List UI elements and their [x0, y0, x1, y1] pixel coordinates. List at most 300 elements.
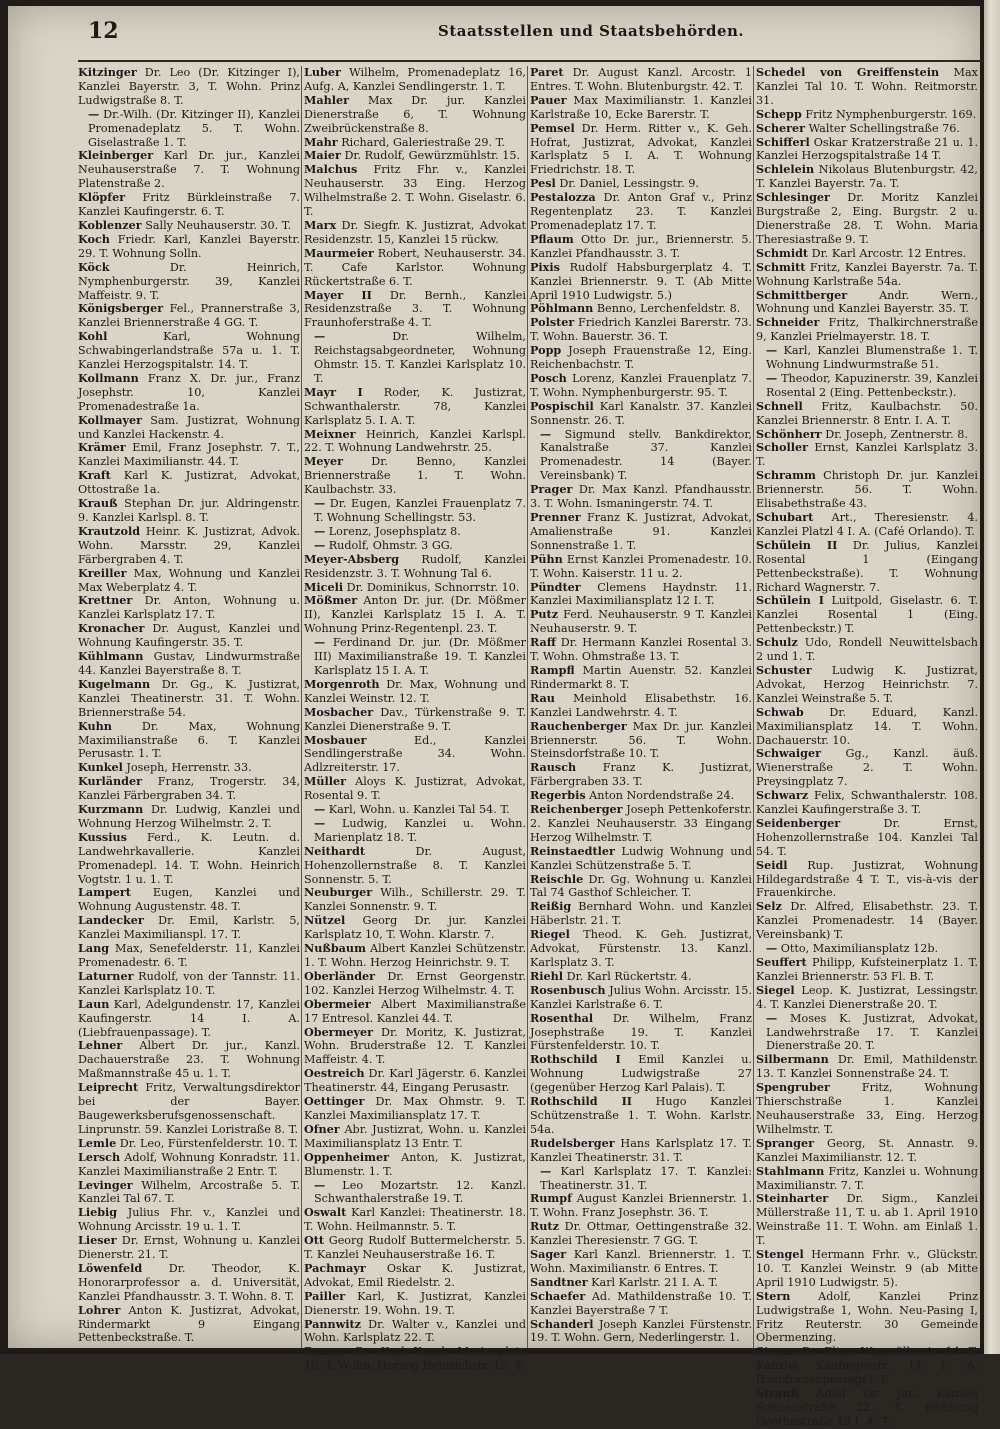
entry-name: Neuburger — [304, 885, 373, 900]
directory-entry — [78, 650, 300, 678]
entry-name: — — [540, 426, 552, 441]
directory-entry — [756, 900, 978, 942]
entry-details: Sally Neuhauserstr. 30. T. — [141, 218, 292, 232]
entry-name: Reinstaedtler — [530, 843, 615, 858]
entry-name: Stengel — [756, 1247, 804, 1262]
directory-entry — [530, 845, 752, 873]
directory-entry — [304, 553, 526, 581]
directory-entry — [530, 122, 752, 178]
entry-details: Martin Auenstr. 52. Kanzlei Rindermarkt 8. T. — [530, 663, 752, 691]
entry-details: Bernhard Wohn. und Kanzlei Häberlstr. 21. T. — [530, 900, 752, 928]
entry-details: Dr. Sigm., Kanzlei Müllerstraße 11, T. u. ab 1. April 1910 Weinstraße 11. T. Wohn. am Einlaß 1. T. — [756, 1192, 978, 1248]
entry-details: Roder, K. Justizrat, Schwanthalerstr. 78, Kanzlei Karlsplatz 5. I. A. T. — [304, 385, 526, 427]
entry-details: Dr. Gg., K. Justizrat, Kanzlei Theatinerstr. 31. T. Wohn. Briennerstraße 54. — [78, 677, 300, 719]
directory-entry — [304, 136, 526, 150]
directory-entry — [304, 1067, 526, 1095]
entry-details: Abr. Justizrat, Wohn. u. Kanzlei Maximiliansplatz 13 Entr. T. — [304, 1122, 526, 1150]
entry-details: Julius Wohn. Arcisstr. 15. Kanzlei Karlstraße 6. T. — [530, 983, 752, 1011]
directory-entry — [530, 581, 752, 609]
entry-details: Dr. Ernst Georgenstr. 102. Kanzlei Herzog Wilhelmstr. 4. T. — [304, 969, 526, 997]
entry-details: Dr. Herm. Ritter v., K. Geh. Hofrat, Justizrat, Advokat, Kanzlei Karlsplatz 5 I. A. T. Wohnung Friedrichstr. 18. T. — [530, 121, 752, 177]
directory-entry — [304, 219, 526, 247]
directory-entry — [530, 761, 752, 789]
entry-details: Lorenz, Kanzlei Frauenplatz 7. T. Wohn. Nymphenburgerstr. 95. T. — [530, 371, 752, 399]
entry-name: Rothschild II — [530, 1094, 633, 1109]
entry-details: Lorenz, Josephsplatz 8. — [325, 524, 461, 538]
directory-entry — [530, 1137, 752, 1165]
entry-name: Mayr I — [304, 384, 363, 399]
directory-entry — [78, 622, 300, 650]
entry-details: Dr. Max Ohmstr. 9. T. Kanzlei Maximiliansplatz 17. T. — [304, 1095, 526, 1122]
directory-entry — [756, 942, 978, 956]
entry-name: Mahr — [304, 134, 338, 149]
directory-entry — [78, 970, 300, 998]
directory-entry — [78, 108, 300, 150]
entry-details: Dr.-Wilh. (Dr. Kitzinger II), Kanzlei Promenadeplatz 5. T. Wohn. Giselastraße 1. T. — [88, 107, 300, 149]
entry-details: Dr. Anton Graf v., Prinz Regentenplatz 23. T. Kanzlei Promenadeplatz 17. T. — [530, 191, 752, 232]
directory-entry — [304, 1290, 526, 1318]
entry-name: Prager — [530, 482, 573, 497]
entry-name: Rothschild I — [530, 1052, 621, 1067]
directory-entry — [78, 1151, 300, 1179]
entry-details: Andr. Wern., Wohnung und Kanzlei Bayerstr. 35. T. — [756, 288, 978, 316]
directory-entry — [78, 1137, 300, 1151]
directory-entry — [756, 191, 978, 247]
entry-name: Rosenbusch — [530, 982, 606, 997]
directory-entry — [304, 970, 526, 998]
entry-name: Kollmann — [78, 370, 139, 385]
directory-entry — [530, 344, 752, 372]
entry-details: Max Kanzlei Tal 10. T. Wohn. Reitmorstr. 31. — [756, 66, 978, 107]
entry-name: Spranger — [756, 1135, 815, 1150]
entry-name: Prenner — [530, 510, 581, 524]
entry-details: Eugen, Kanzlei und Wohnung Augustenstr. 48. T. — [78, 886, 300, 914]
entry-details: Anton, K. Justizrat, Blumenstr. 1. T. — [304, 1150, 526, 1178]
directory-entry — [530, 1318, 752, 1346]
directory-entry — [530, 928, 752, 970]
entry-details: Franz X. Dr. jur., Franz Josephstr. 10, Kanzlei Promenadestraße 1a. — [78, 371, 300, 413]
entry-details: August Kanzlei Briennerstr. 1. T. Wohn. Franz Josephstr. 36. T. — [530, 1192, 752, 1220]
directory-entry — [78, 469, 300, 497]
directory-entry — [530, 1276, 752, 1290]
entry-details: Fel., Prannerstraße 3, Kanzlei Briennerstraße 4 GG. T. — [78, 302, 300, 330]
directory-entry — [304, 1234, 526, 1262]
entry-details: Otto Dr. jur., Briennerstr. 5. Kanzlei Pfandhausstr. 3. T. — [530, 232, 752, 260]
entry-name: — — [314, 329, 326, 344]
column-4 — [756, 65, 978, 1428]
directory-entry — [78, 1179, 300, 1207]
entry-name: Scholler — [756, 440, 808, 455]
directory-entry — [304, 594, 526, 636]
entry-name: Klöpfer — [78, 190, 126, 205]
entry-name: Schwarz — [756, 788, 809, 803]
directory-entry — [530, 1220, 752, 1248]
directory-entry — [304, 706, 526, 734]
directory-entry — [304, 581, 526, 595]
entry-details: Dr. Ludwig, Kanzlei und Wohnung Herzog Wilhelmstr. 2. T. — [78, 803, 300, 830]
entry-name: Lohrer — [78, 1302, 121, 1317]
directory-entry — [530, 789, 752, 803]
entry-details: Dr. Rudolf, Gewürzmühlstr. 15. — [340, 149, 521, 163]
entry-details: Heinr. K. Justizrat, Advok. Wohn. Marsstr. 29, Kanzlei Färbergraben 4. T. — [78, 524, 300, 566]
directory-entry — [530, 400, 752, 428]
entry-name: Schepp — [756, 106, 802, 121]
entry-details: Adolf Dr. jur., Kanzlei Sonnenstraße 22. T. Wohnung Goethestraße 43 I. A. T. — [756, 1387, 978, 1428]
directory-entry — [756, 1290, 978, 1346]
directory-entry — [304, 1095, 526, 1123]
entry-name: — — [766, 1010, 778, 1025]
entry-name: Oswalt — [304, 1205, 347, 1220]
directory-entry — [304, 1179, 526, 1207]
entry-details: Fritz Bürkleinstraße 7. Kanzlei Kaufingerstr. 6. T. — [78, 191, 300, 219]
entry-details: Rup. Justizrat, Wohnung Hildegardstraße 4 T. T., vis-à-vis der Frauenkirche. — [756, 858, 978, 900]
directory-entry — [756, 539, 978, 595]
entry-name: Pesl — [530, 176, 556, 191]
page-number: 12 — [88, 18, 119, 44]
entry-details: Moses K. Justizrat, Advokat, Landwehrstraße 17. T. Kanzlei Dienerstraße 20. T. — [766, 1011, 978, 1053]
entry-details: Max Dr. jur. Kanzlei Briennerstr. 56. T. Wohn. Steinsdorfstraße 10. T. — [530, 719, 752, 761]
directory-entry — [304, 998, 526, 1026]
directory-entry — [530, 1290, 752, 1318]
entry-details: Karl Kanalstr. 37. Kanzlei Sonnenstr. 26. T. — [530, 399, 752, 427]
entry-details: Dr. Moritz Kanzlei Burgstraße 2, Eing. Burgstr. 2 u. Dienerstraße 28. T. Wohn. Maria Theresiastraße 9. T. — [756, 191, 978, 246]
entry-name: Schuster — [756, 662, 812, 677]
entry-details: Dr. Karl Arcostr. 12 Entres. — [808, 246, 967, 260]
directory-entry — [756, 316, 978, 344]
directory-entry — [756, 789, 978, 817]
entry-name: Schulz — [756, 635, 798, 650]
entry-details: Dr. Joseph, Zentnerstr. 8. — [821, 427, 968, 441]
entry-name: Sandtner — [530, 1274, 588, 1289]
entry-name: Schmitt — [756, 259, 806, 274]
directory-entry — [78, 191, 300, 219]
entry-name: Liebig — [78, 1205, 118, 1220]
entry-details: Theod. K. Geh. Justizrat, Advokat, Fürstenstr. 13. Kanzl. Karlsplatz 3. T. — [530, 928, 752, 969]
entry-details: Dr. Theodor, K. Honorarprofessor a. d. Universität, Kanzlei Pfandhausstr. 3. T. Wohn. 8. T. — [78, 1261, 300, 1303]
entry-name: — — [88, 106, 100, 121]
directory-entry — [530, 191, 752, 233]
entry-name: Kreiller — [78, 565, 127, 580]
entry-name: Kohl — [78, 329, 108, 344]
entry-name: Miceli — [304, 579, 344, 594]
entry-details: Karl, K. Justizrat, Kanzlei Dienerstr. 19. Wohn. 19. T. — [304, 1289, 526, 1317]
entry-name: Oppenheimer — [304, 1149, 389, 1164]
entry-name: Reichenberger — [530, 802, 623, 817]
entry-details: Rudolf, von der Tannstr. 11. Kanzlei Karlsplatz 10. T. — [78, 969, 300, 997]
directory-columns — [78, 65, 983, 1428]
entry-details: Fritz, Kanzlei Bayerstr. 7a. T. Wohnung Karlstraße 54a. — [756, 260, 978, 288]
directory-entry — [530, 664, 752, 692]
entry-details: Karl Karlsplatz 17. T. Kanzlei: Theatinerstr. 31. T. — [540, 1164, 752, 1192]
directory-entry — [756, 1192, 978, 1248]
entry-details: Aloys K. Justizrat, Advokat, Rosental 9. T. — [304, 775, 526, 803]
directory-entry — [530, 94, 752, 122]
directory-entry — [78, 567, 300, 595]
entry-name: Kollmayer — [78, 412, 143, 427]
entry-name: Schramm — [756, 468, 816, 483]
entry-name: Strauß — [756, 1386, 800, 1401]
entry-details: Joseph, Herrenstr. 33. — [122, 761, 252, 775]
directory-entry — [530, 608, 752, 636]
entry-details: Dr. Karl Kanzl. Marienplatz 18. T. Wohn. Herzog Heinrichstr. 15. T. — [304, 1345, 526, 1373]
directory-entry — [304, 247, 526, 289]
entry-name: Schwaiger — [756, 746, 821, 761]
directory-entry — [756, 122, 978, 136]
entry-name: — — [766, 370, 778, 385]
directory-entry — [530, 483, 752, 511]
entry-details: Franz, Trogerstr. 34, Kanzlei Färbergraben 34. T. — [78, 775, 300, 803]
entry-details: Dr. August Kanzl. Arcostr. 1 Entres. T. Wohn. Blutenburgstr. 42. T. — [530, 66, 752, 93]
entry-details: Georg Dr. jur. Kanzlei Karlsplatz 10, T. Wohn. Klarstr. 7. — [304, 914, 526, 942]
entry-details: Dr. August, Kanzlei und Wohnung Kaufingerstr. 35. T. — [78, 622, 300, 650]
entry-details: Wilhelm, Promenadeplatz 16, Aufg. A, Kanzlei Sendlingerstr. 1. T. — [304, 66, 526, 93]
directory-entry — [756, 594, 978, 636]
entry-name: Riehl — [530, 968, 564, 983]
entry-name: Laturner — [78, 968, 134, 983]
entry-name: Paret — [530, 65, 564, 79]
entry-name: Rutz — [530, 1219, 559, 1234]
directory-entry — [78, 525, 300, 567]
entry-name: Krauß — [78, 496, 118, 511]
entry-details: Wilhelm, Arcostraße 5. T. Kanzlei Tal 67. T. — [78, 1178, 300, 1206]
directory-entry — [78, 441, 300, 469]
entry-name: Schlesinger — [756, 190, 830, 205]
entry-details: Joseph Pettenkoferstr. 2. Kanzlei Neuhauserstr. 33 Eingang Herzog Wilhelmstr. T. — [530, 803, 752, 844]
directory-entry — [756, 1387, 978, 1429]
entry-name: Scherer — [756, 120, 806, 135]
entry-name: Spengruber — [756, 1080, 830, 1095]
entry-name: — — [314, 815, 326, 830]
entry-name: Kühlmann — [78, 649, 144, 664]
entry-name: Sager — [530, 1247, 567, 1262]
entry-name: Steinharter — [756, 1191, 829, 1206]
entry-details: Karl Kanzlei: Theatinerstr. 18. T. Wohn. Heilmannstr. 5. T. — [304, 1206, 526, 1234]
entry-details: Hermann Frhr. v., Glückstr. 10. T. Kanzlei Weinstr. 9 (ab Mitte April 1910 Ludwigstr. 5). — [756, 1248, 978, 1289]
entry-details: Dr. Ernst, Wohnung u. Kanzlei Dienerstr. 21. T. — [78, 1234, 300, 1262]
directory-entry — [756, 441, 978, 469]
directory-entry — [78, 1081, 300, 1137]
entry-name: Reischle — [530, 871, 584, 886]
entry-details: Adolf, Kanzlei Prinz Ludwigstraße 1, Wohn. Neu-Pasing I, Fritz Reuterstr. 30 Gemeinde Obermenzing. — [756, 1289, 978, 1345]
entry-details: Fritz, Kaulbachstr. 50. Kanzlei Briennerstr. 8 Entr. I. A. T. — [756, 399, 978, 427]
entry-name: Pauer — [530, 92, 567, 107]
entry-details: Dr. Max Kanzl. Pfandhausstr. 3. T. Wohn. Ismaningerstr. 74. T. — [530, 483, 752, 511]
entry-details: Theodor, Kapuzinerstr. 39, Kanzlei Rosental 2 (Eing. Pettenbeckstr.). — [766, 371, 978, 399]
directory-entry — [530, 316, 752, 344]
entry-name: — — [314, 496, 326, 511]
entry-name: Mosbauer — [304, 732, 367, 747]
entry-name: Rausch — [530, 760, 577, 775]
entry-details: Fritz, Verwaltungsdirektor bei der Bayer. Baugewerksberufsgenossenschaft. Linprunstr. 59. Kanzlei Loristraße 8. T. — [78, 1081, 300, 1136]
entry-name: Stern — [756, 1288, 791, 1303]
entry-details: Friedr. Karl, Kanzlei Bayerstr. 29. T. Wohnung Solln. — [78, 232, 300, 260]
entry-name: Koch — [78, 231, 110, 246]
entry-details: Ludwig Wohnung und Kanzlei Schützenstraße 5. T. — [530, 844, 752, 872]
directory-entry — [304, 775, 526, 803]
entry-name: Pündter — [530, 579, 581, 594]
entry-details: Philipp, Kufsteinerplatz 1. T. Kanzlei Briennerstr. 53 Fl. B. T. — [756, 956, 978, 983]
directory-entry — [756, 261, 978, 289]
entry-details: Rudolf, Kanzlei Residenzstr. 3. T. Wohnung Tal 6. — [304, 552, 526, 580]
entry-name: Straus — [756, 1344, 797, 1359]
entry-name: Marx — [304, 217, 337, 232]
directory-entry — [304, 1206, 526, 1234]
directory-entry — [304, 1318, 526, 1346]
entry-name: Kitzinger — [78, 65, 137, 79]
entry-details: Karl, Adelgundenstr. 17, Kanzlei Kaufingerstr. 14 I. A. (Liebfrauenpassage). T. — [78, 997, 300, 1039]
entry-name: — — [540, 1163, 552, 1178]
entry-details: Rudolf, Ohmstr. 3 GG. — [325, 538, 453, 552]
entry-name: Laun — [78, 996, 110, 1011]
entry-details: Rudolf Habsburgerplatz 4. T. Kanzlei Briennerstr. 9. T. (Ab Mitte April 1910 Ludwigstr. 5.) — [530, 260, 752, 302]
entry-details: Gustav, Lindwurmstraße 44. Kanzlei Bayerstraße 8. T. — [78, 650, 300, 677]
entry-name: Oestreich — [304, 1066, 365, 1081]
entry-name: Pöhlmann — [530, 301, 594, 316]
directory-entry — [78, 1039, 300, 1081]
directory-entry — [304, 94, 526, 136]
entry-name: Schedel von Greiffenstein — [756, 65, 940, 79]
entry-name: Schwab — [756, 704, 804, 719]
entry-name: Pachmayr — [304, 1260, 366, 1275]
directory-entry — [304, 330, 526, 386]
entry-details: Dr. Karl Rückertstr. 4. — [563, 969, 692, 983]
entry-details: Dr. Ernst, Hohenzollernstraße 104. Kanzlei Tal 54. T. — [756, 816, 978, 858]
entry-name: Meixner — [304, 426, 356, 441]
directory-entry — [530, 1248, 752, 1276]
entry-name: Ofner — [304, 1121, 340, 1136]
entry-name: Nußbaum — [304, 941, 366, 956]
entry-details: Max Maximilianstr. 1. Kanzlei Karlstraße 10, Ecke Barerstr. T. — [530, 93, 752, 121]
directory-entry — [304, 1123, 526, 1151]
entry-name: Selz — [756, 899, 782, 914]
entry-details: Max, Senefelderstr. 11, Kanzlei Promenadestr. 6. T. — [78, 942, 300, 969]
entry-name: Koblenzer — [78, 217, 142, 232]
entry-name: Seidenberger — [756, 815, 841, 830]
entry-details: Dr. Moritz, K. Justizrat, Wohn. Bruderstraße 12. T. Kanzlei Maffeistr. 4. T. — [304, 1025, 526, 1067]
entry-details: Ludwig K. Justizrat, Advokat, Herzog Heinrichstr. 7. Kanzlei Weinstraße 5. T. — [756, 663, 978, 705]
directory-entry — [78, 330, 300, 372]
entry-details: Dr. Julius, Kanzlei Rosental 1 (Eingang Pettenbeckstraße). T. Wohnung Richard Wagnerstr. 7. — [756, 538, 978, 594]
directory-entry — [530, 1192, 752, 1220]
entry-details: Stephan Dr. jur. Aldringenstr. 9. Kanzlei Karlspl. 8. T. — [78, 497, 300, 524]
entry-details: Wilh., Schillerstr. 29. T. Kanzlei Sonnenstr. 9. T. — [304, 886, 526, 914]
entry-details: Georg Rudolf Buttermelcherstr. 5. T. Kanzlei Neuhauserstraße 16. T. — [304, 1234, 526, 1262]
entry-details: Karl Kanzl. Briennerstr. 1. T. Wohn. Maximilianstr. 6 Entres. T. — [530, 1248, 752, 1275]
entry-name: Putz — [530, 607, 559, 622]
directory-entry — [78, 914, 300, 942]
entry-name: Oberländer — [304, 968, 376, 983]
entry-name: — — [314, 802, 326, 817]
entry-details: Georg, St. Annastr. 9. Kanzlei Maximilianstr. 12. T. — [756, 1136, 978, 1164]
entry-name: Schanderl — [530, 1316, 594, 1331]
entry-details: Richard, Galeriestraße 29. T. — [337, 135, 505, 149]
entry-details: Max, Wohnung und Kanzlei Max Weberplatz 4. T. — [78, 566, 300, 594]
directory-entry — [304, 455, 526, 497]
entry-name: Kunkel — [78, 760, 123, 775]
entry-name: Krämer — [78, 440, 126, 455]
entry-details: Anton Nordendstraße 24. — [585, 789, 735, 803]
entry-details: Dr. Anton, Wohnung u. Kanzlei Karlsplatz 17. T. — [78, 594, 300, 622]
entry-name: Rau — [530, 690, 555, 705]
entry-details: Dr. Siegfr. K. Justizrat, Advokat Residenzstr. 15, Kanzlei 15 rückw. — [304, 218, 526, 246]
entry-details: Karl, Wohn. u. Kanzlei Tal 54. T. — [325, 803, 510, 817]
directory-entry — [78, 1206, 300, 1234]
entry-name: Kussius — [78, 829, 127, 844]
directory-entry — [756, 66, 978, 108]
directory-entry — [304, 386, 526, 428]
directory-entry — [756, 1248, 978, 1290]
entry-name: Königsberger — [78, 301, 164, 316]
column-divider — [301, 66, 302, 1348]
entry-name: Pixis — [530, 259, 560, 274]
entry-name: Landecker — [78, 913, 144, 928]
directory-entry — [78, 1234, 300, 1262]
directory-entry — [756, 247, 978, 261]
entry-details: Albert Kanzlei Schützenstr. 1. T. Wohn. Herzog Heinrichstr. 9. T. — [304, 942, 526, 969]
entry-name: Kraft — [78, 468, 111, 483]
entry-name: — — [314, 1177, 326, 1192]
directory-entry — [530, 553, 752, 581]
entry-name: Stahlmann — [756, 1163, 825, 1178]
directory-entry — [756, 859, 978, 901]
entry-name: Rosenthal — [530, 1010, 594, 1025]
entry-details: Dr. Leo, Fürstenfelderstr. 10. T. — [116, 1136, 298, 1150]
directory-entry — [78, 233, 300, 261]
directory-entry — [304, 636, 526, 678]
entry-details: Karl Dr. jur., Kanzlei Neuhauserstraße 7. T. Wohnung Platenstraße 2. — [78, 149, 300, 191]
entry-name: Mayer II — [304, 287, 372, 302]
entry-name: — — [314, 523, 326, 538]
entry-name: Krettner — [78, 593, 133, 608]
entry-name: Lang — [78, 941, 110, 956]
entry-details: Dr. Hermann Kanzlei Rosental 3. T. Wohn. Ohmstraße 13. T. — [530, 636, 752, 664]
entry-details: Dr. August, Hohenzollernstraße 8. T. Kanzlei Sonnenstr. 5. T. — [304, 844, 526, 886]
directory-entry — [78, 775, 300, 803]
directory-entry — [530, 1053, 752, 1095]
entry-details: Sam. Justizrat, Wohnung und Kanzlei Hackenstr. 4. — [78, 413, 300, 441]
entry-name: Pospischil — [530, 398, 594, 413]
entry-details: Emil, Franz Josephstr. 7. T., Kanzlei Maximilianstr. 44. T. — [78, 441, 300, 469]
entry-name: Schaefer — [530, 1288, 586, 1303]
entry-details: Dr. Benno, Kanzlei Briennerstraße 1. T. Wohn. Kaulbachstr. 33. — [304, 455, 526, 497]
entry-details: Oskar Kratzerstraße 21 u. 1. Kanzlei Herzogspitalstraße 14 T. — [756, 135, 978, 163]
directory-entry — [78, 66, 300, 108]
running-title: Staatsstellen und Staatsbehörden. — [438, 22, 745, 40]
entry-details: Dr. Daniel, Lessingstr. 9. — [555, 177, 699, 191]
entry-name: — — [314, 537, 326, 552]
directory-entry — [304, 149, 526, 163]
directory-entry — [304, 539, 526, 553]
entry-details: Dr. Eduard, Kanzl. Maximiliansplatz 14. T. Wohn. Dachauerstr. 10. — [756, 705, 978, 747]
entry-name: Seidl — [756, 857, 788, 872]
entry-name: Rumpf — [530, 1191, 572, 1206]
column-divider — [527, 66, 528, 1348]
directory-entry — [530, 970, 752, 984]
entry-name: Meyer-Absberg — [304, 551, 400, 566]
entry-name: Morgenroth — [304, 676, 380, 691]
directory-entry — [78, 149, 300, 191]
entry-name: Rudelsberger — [530, 1135, 615, 1150]
directory-entry — [78, 886, 300, 914]
entry-details: Fritz, Wohnung Thierschstraße 1. Kanzlei Neuhauserstraße 33, Eing. Herzog Wilhelmstr. T. — [756, 1081, 978, 1136]
entry-name: Obermeyer — [304, 1024, 374, 1039]
directory-entry — [304, 1345, 526, 1373]
entry-details: Dr. Max, Wohnung und Kanzlei Weinstr. 12. T. — [304, 677, 526, 705]
directory-entry — [756, 511, 978, 539]
directory-entry — [756, 136, 978, 164]
entry-details: Karl, Kanzlei Blumenstraße 1. T. Wohnung Lindwurmstraße 51. — [766, 344, 978, 372]
directory-entry — [304, 428, 526, 456]
